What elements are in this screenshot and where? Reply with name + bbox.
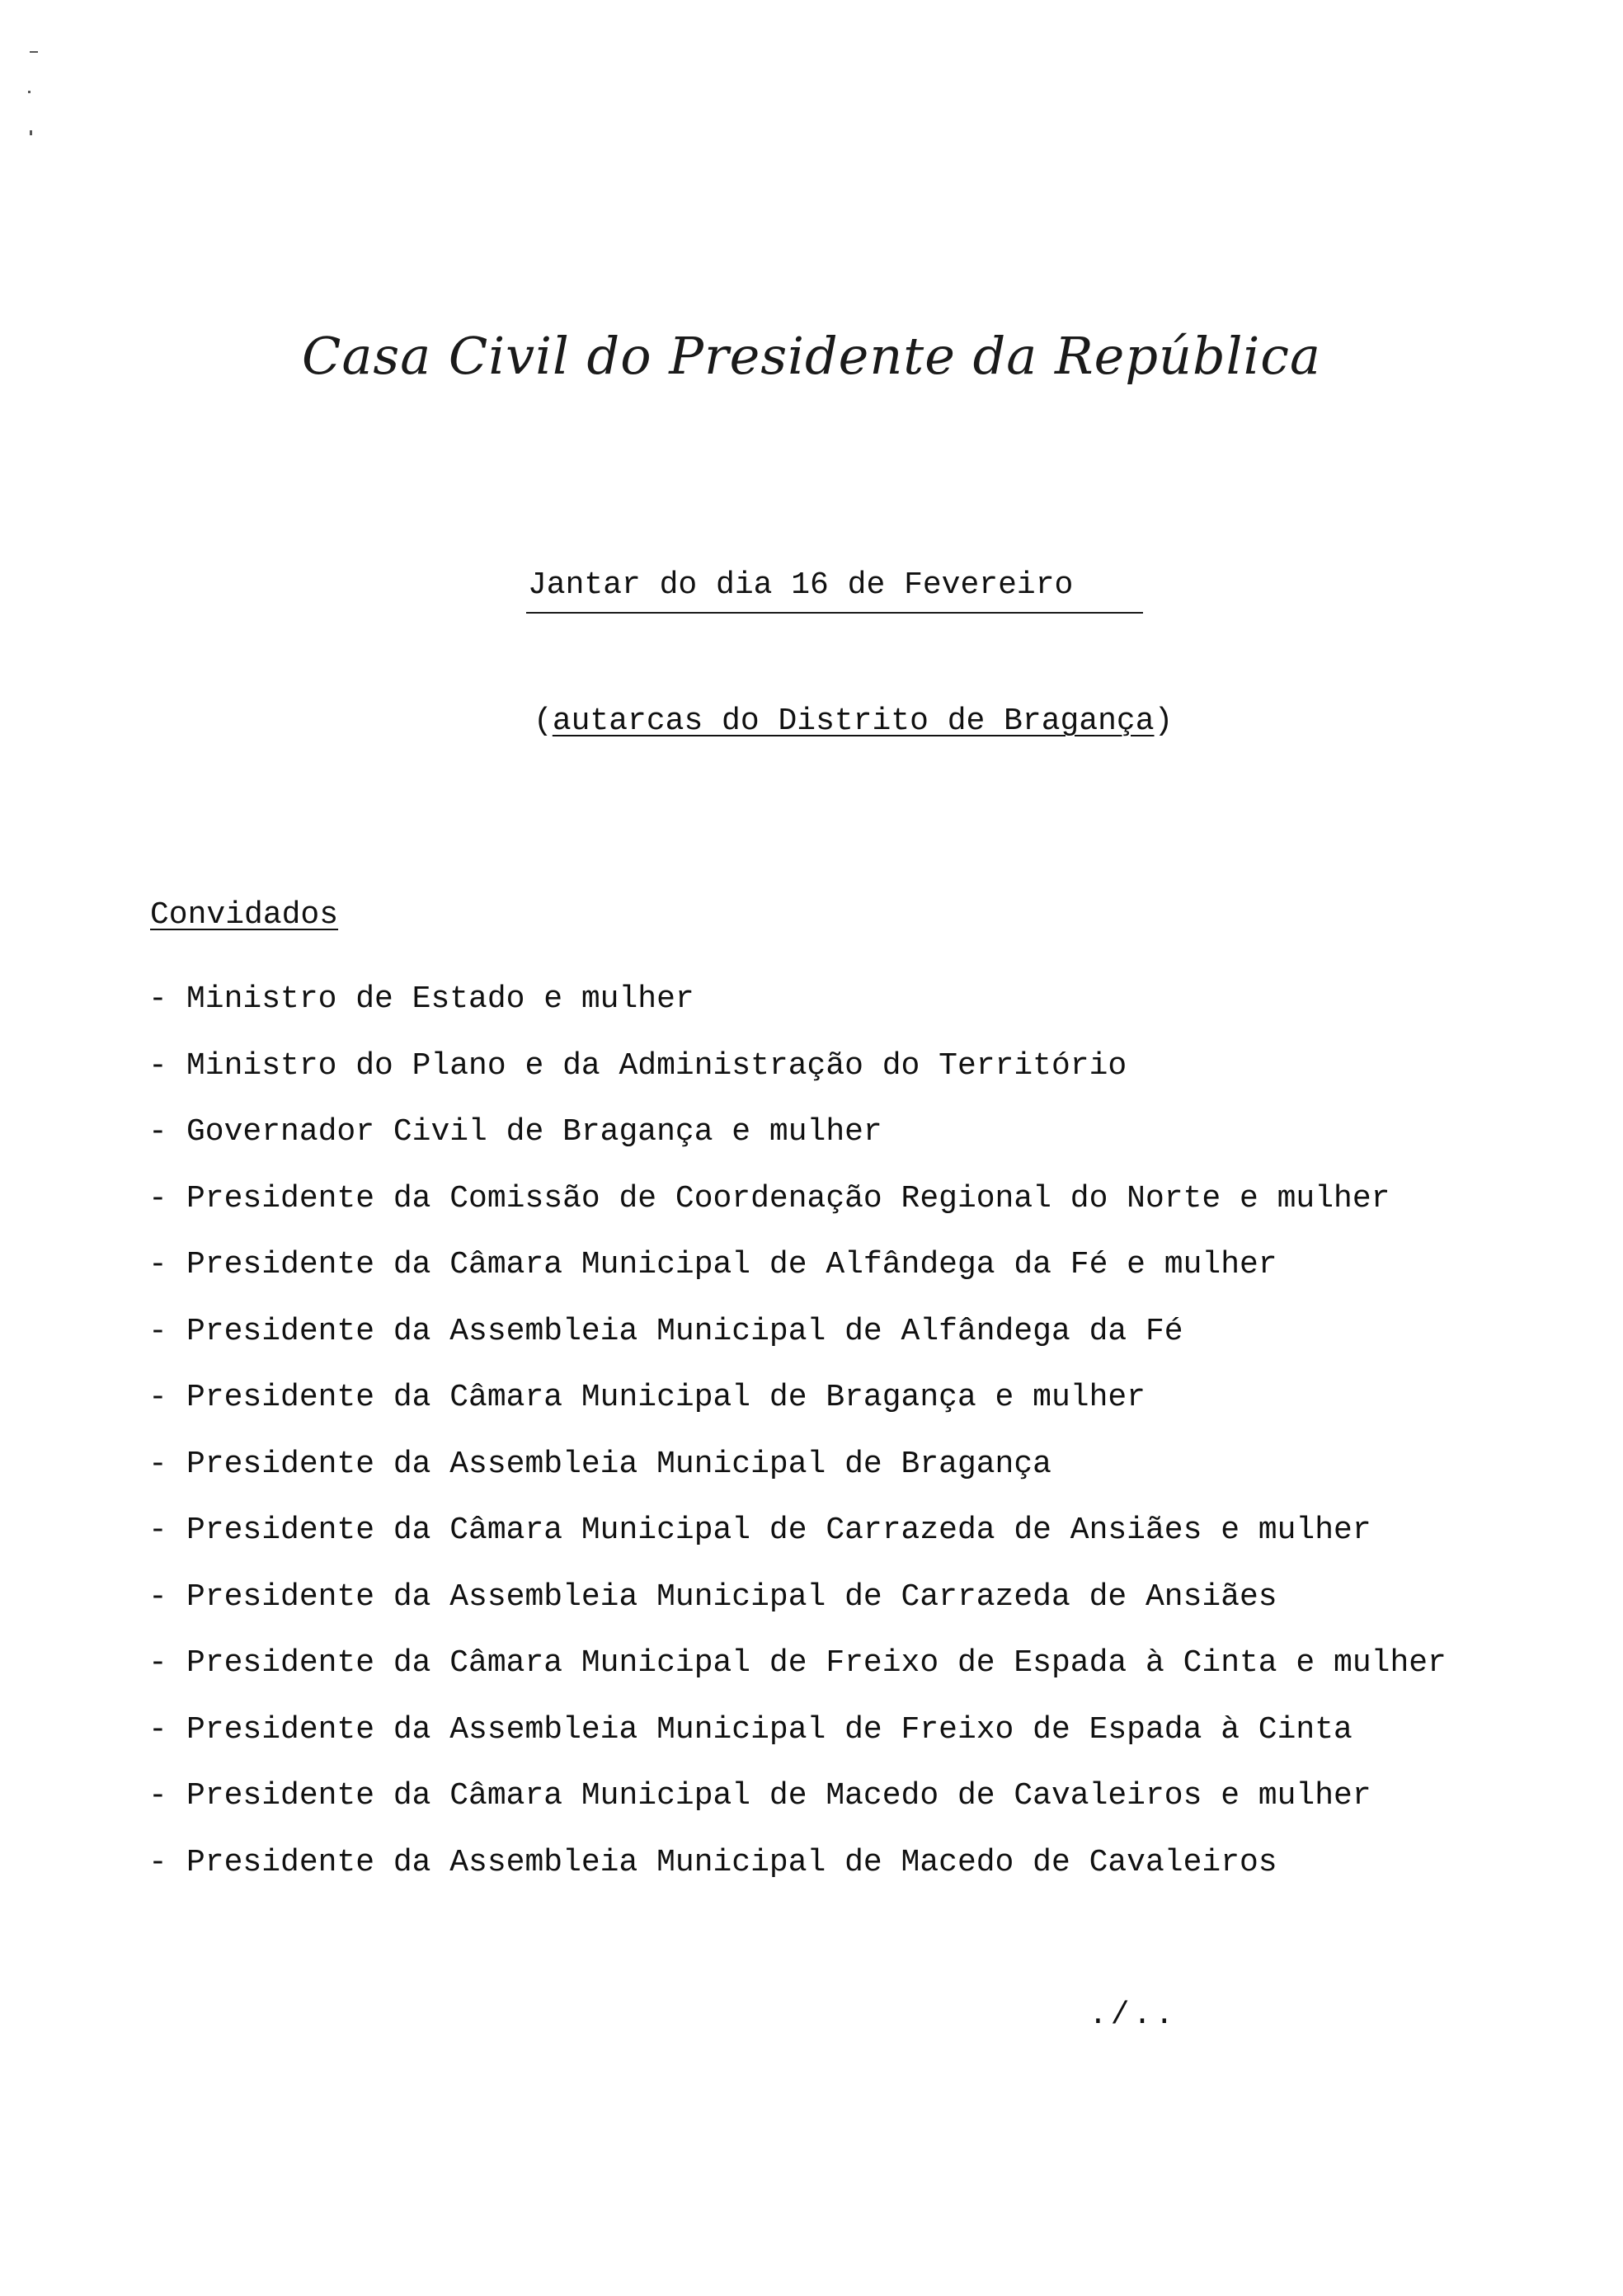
subtitle-text: autarcas do Distrito de Bragança — [552, 703, 1155, 739]
guest-label: Ministro de Estado e mulher — [186, 981, 694, 1017]
guest-label: Presidente da Câmara Municipal de Bragança e mulher — [186, 1380, 1146, 1415]
guest-label: Ministro do Plano e da Administração do Território — [186, 1047, 1127, 1084]
bullet-dash: - — [148, 1114, 167, 1150]
bullet-dash: - — [148, 1446, 167, 1482]
bullet-dash: - — [148, 1844, 167, 1880]
guest-item — [148, 1181, 1447, 1248]
guest-item — [148, 1447, 1447, 1513]
bullet-dash: - — [148, 1778, 167, 1814]
subtitle-open-paren: ( — [534, 703, 553, 739]
bullet-dash: - — [148, 1711, 167, 1748]
bullet-dash: - — [148, 1513, 167, 1548]
guest-label: Presidente da Assembleia Municipal de Freixo de Espada à Cinta — [186, 1711, 1352, 1748]
bullet-dash: - — [148, 1645, 167, 1681]
guest-list — [148, 981, 1447, 1911]
guest-label: Presidente da Comissão de Coordenação Regional do Norte e mulher — [186, 1180, 1390, 1216]
bullet-dash: - — [148, 1180, 167, 1216]
letterhead: Casa Civil do Presidente da República — [302, 326, 1321, 386]
guest-item — [148, 1380, 1447, 1447]
guest-item — [148, 1778, 1447, 1845]
guest-item — [148, 1314, 1447, 1381]
guest-label: Presidente da Assembleia Municipal de Alfândega da Fé — [186, 1313, 1183, 1349]
section-heading: Convidados — [150, 897, 339, 933]
guest-item — [148, 1712, 1447, 1779]
document-title: Jantar do dia 16 de Fevereiro — [528, 567, 1074, 603]
guest-label: Presidente da Câmara Municipal de Carrazeda de Ansiães e mulher — [186, 1513, 1371, 1548]
title-underline — [526, 612, 1143, 614]
guest-item — [148, 1645, 1447, 1712]
document-subtitle — [534, 703, 1173, 739]
guest-item — [148, 1513, 1447, 1579]
scan-mark — [28, 91, 31, 93]
guest-item — [148, 1114, 1447, 1181]
bullet-dash: - — [148, 1247, 167, 1282]
guest-label: Presidente da Assembleia Municipal de Carrazeda de Ansiães — [186, 1578, 1277, 1615]
bullet-dash: - — [148, 1313, 167, 1349]
guest-label: Presidente da Assembleia Municipal de Macedo de Cavaleiros — [186, 1844, 1277, 1880]
guest-label: Presidente da Câmara Municipal de Alfândega da Fé e mulher — [186, 1247, 1277, 1282]
bullet-dash: - — [148, 1578, 167, 1615]
guest-label: Presidente da Assembleia Municipal de Bragança — [186, 1446, 1051, 1482]
guest-item — [148, 1048, 1447, 1115]
guest-item — [148, 1247, 1447, 1314]
guest-item — [148, 1579, 1447, 1646]
guest-label: Governador Civil de Bragança e mulher — [186, 1114, 882, 1150]
scan-mark — [30, 51, 38, 53]
bullet-dash: - — [148, 1047, 167, 1084]
guest-label: Presidente da Câmara Municipal de Freixo de Espada à Cinta e mulher — [186, 1645, 1447, 1681]
guest-label: Presidente da Câmara Municipal de Macedo de Cavaleiros e mulher — [186, 1778, 1371, 1814]
guest-item — [148, 981, 1447, 1048]
bullet-dash: - — [148, 1380, 167, 1415]
continuation-mark: ./.. — [1089, 1997, 1178, 2033]
guest-item — [148, 1845, 1447, 1912]
subtitle-close-paren: ) — [1154, 703, 1174, 739]
bullet-dash: - — [148, 981, 167, 1017]
scan-mark — [30, 130, 32, 135]
